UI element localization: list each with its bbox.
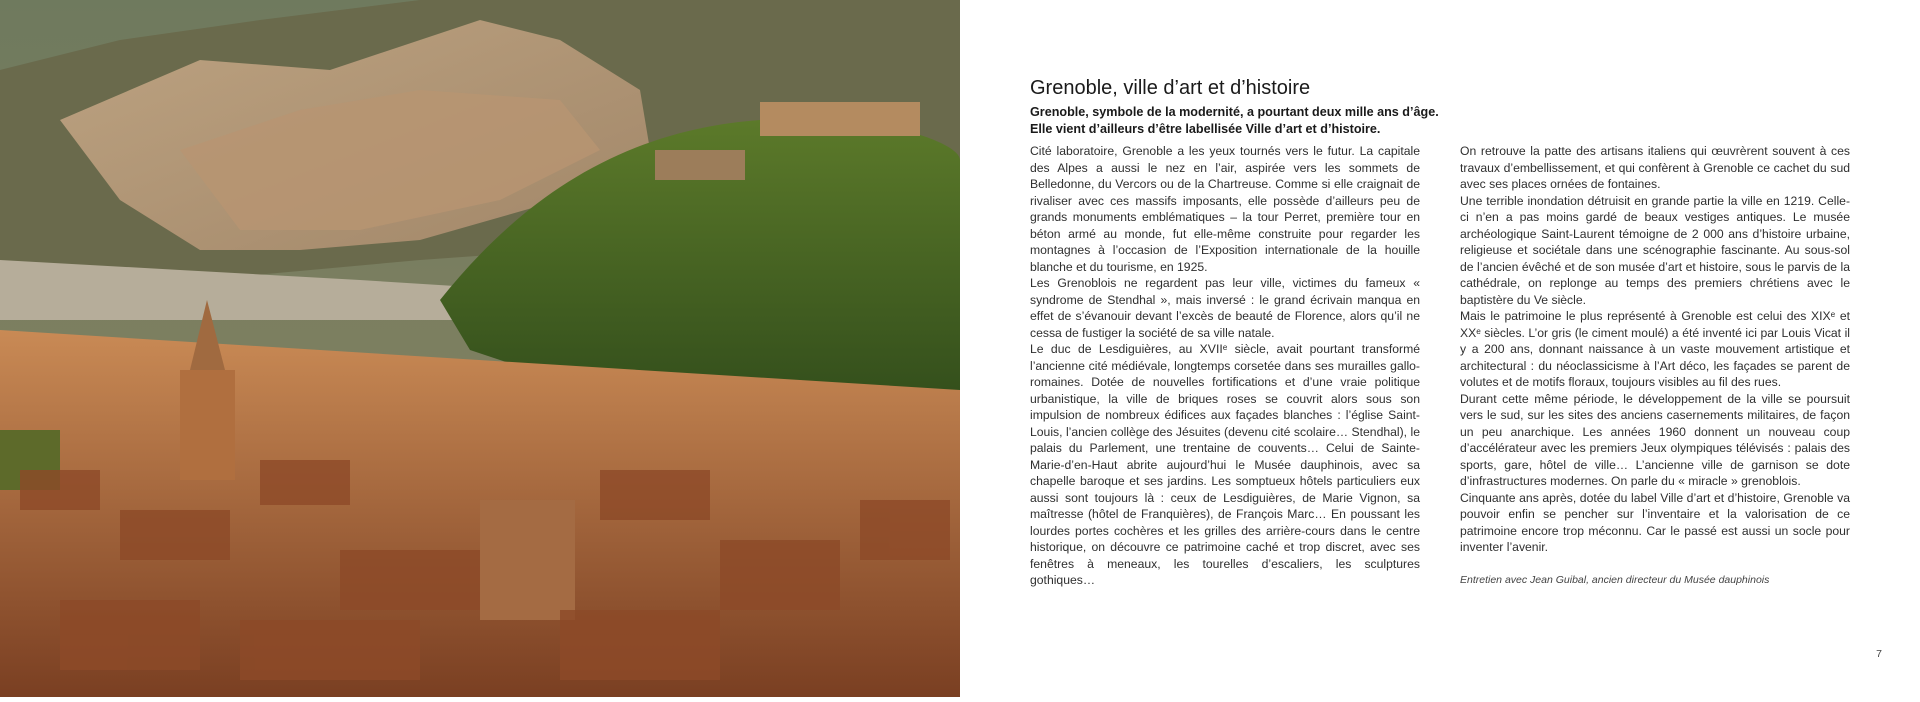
article-page: [960, 0, 1920, 697]
paragraph: Mais le patrimoine le plus représenté à Grenoble est celui des XIXᵉ et XXᵉ siècles. L’or gris (le ciment moulé) a été inventé ici par Louis Vicat il y a 200 ans, donnant naissance à un vaste mouvement artistique et architectural : du néoclassicisme à l’Art déco, les façades se parent de volutes et de motifs floraux, toujours visibles au fil des rues.: [1460, 309, 1850, 389]
article-column-right: [1460, 143, 1850, 588]
paragraph: Les Grenoblois ne regardent pas leur ville, victimes du fameux « syndrome de Stendhal », mais inversé : le grand écrivain manqua en effet de s’évanouir devant l’excès de beauté de Florence, alors qu’il ne cessa de fustiger la société de sa ville natale.: [1030, 276, 1420, 340]
grenoble-photo: [0, 0, 960, 697]
paragraph: Une terrible inondation détruisit en grande partie la ville en 1219. Celle-ci n’en a pas moins gardé de beaux vestiges antiques. Le musée archéologique Saint-Laurent témoigne de 2 000 ans d’histoire urbaine, religieuse et sociétale dans une scénographie fascinante. Au sous-sol de l’ancien évêché et de son musée d’art et histoire, sous le parvis de la cathédrale, on replonge au temps des premiers chrétiens avec le baptistère du Ve siècle.: [1460, 193, 1850, 307]
article-column-left: [1030, 143, 1420, 589]
interview-credit: Entretien avec Jean Guibal, ancien directeur du Musée dauphinois: [1460, 573, 1770, 586]
lead-line-1: Grenoble, symbole de la modernité, a pourtant deux mille ans d’âge.: [1030, 105, 1439, 119]
article-title: Grenoble, ville d’art et d’histoire: [1030, 77, 1311, 99]
city-photo-illustration: [0, 0, 960, 697]
paragraph: Le duc de Lesdiguières, au XVIIᵉ siècle, avait pourtant transformé l’ancienne cité médiévale, longtemps corsetée dans ses murailles gallo-romaines. Dotée de nouvelles fortifications et d’une vraie politique urbanistique, la ville de briques roses se couvrit alors sous son impulsion de nombreux édifices aux façades blanches : l’église Saint-Louis, l’ancien collège des Jésuites (devenu cité scolaire… Stendhal), le palais du Parlement, une trentaine de couvents… Celui de Sainte-Marie-d’en-Haut abrite aujourd’hui le Musée dauphinois, avec sa chapelle baroque et ses jardins. Les somptueux hôtels particuliers eux aussi sont toujours là : ceux de Lesdiguières, de Marie Vignon, sa maîtresse (hôtel de Franquières), de François Marc… En poussant les lourdes portes cochères et les grilles des arrière-cours dans le centre historique, on découvre ce patrimoine caché et trop discret, avec ses fenêtres à meneaux, les tourelles d’escaliers, les sculptures gothiques…: [1030, 342, 1420, 587]
page-number: 7: [1876, 648, 1882, 660]
paragraph: On retrouve la patte des artisans italiens qui œuvrèrent souvent à ces travaux d’embellissement, et qui confèrent à Grenoble ce cachet du sud avec ses places ornées de fontaines.: [1460, 144, 1850, 191]
paragraph: Durant cette même période, le développement de la ville se poursuit vers le sud, sur les sites des anciens casernements militaires, de façon un peu anarchique. Les années 1960 donnent un nouveau coup d’accélérateur avec les premiers Jeux olympiques télévisés : palais des sports, gare, hôtel de ville… L’ancienne ville de garnison se dote d’infrastructures modernes. On parle du « miracle » grenoblois.: [1460, 391, 1850, 488]
lead-line-2: Elle vient d’ailleurs d’être labellisée Ville d’art et d’histoire.: [1030, 122, 1381, 136]
article-lead: [1030, 104, 1830, 138]
paragraph: Cité laboratoire, Grenoble a les yeux tournés vers le futur. La capitale des Alpes a aussi le nez en l’air, aspirée vers les sommets de Belledonne, du Vercors ou de la Chartreuse. Comme si elle craignait de rivaliser avec ces massifs imposants, elle possède d’ailleurs peu de grands monuments emblématiques – la tour Perret, première tour en béton armé au monde, fut elle-même construite pour regarder les montagnes à l’occasion de l’Exposition internationale de la houille blanche et du tourisme, en 1925.: [1030, 144, 1420, 274]
paragraph: Cinquante ans après, dotée du label Ville d’art et d’histoire, Grenoble va pouvoir enfin se pencher sur l’inventaire et la valorisation de ce patrimoine encore trop méconnu. Car le passé est aussi un socle pour inventer l’avenir.: [1460, 490, 1850, 554]
